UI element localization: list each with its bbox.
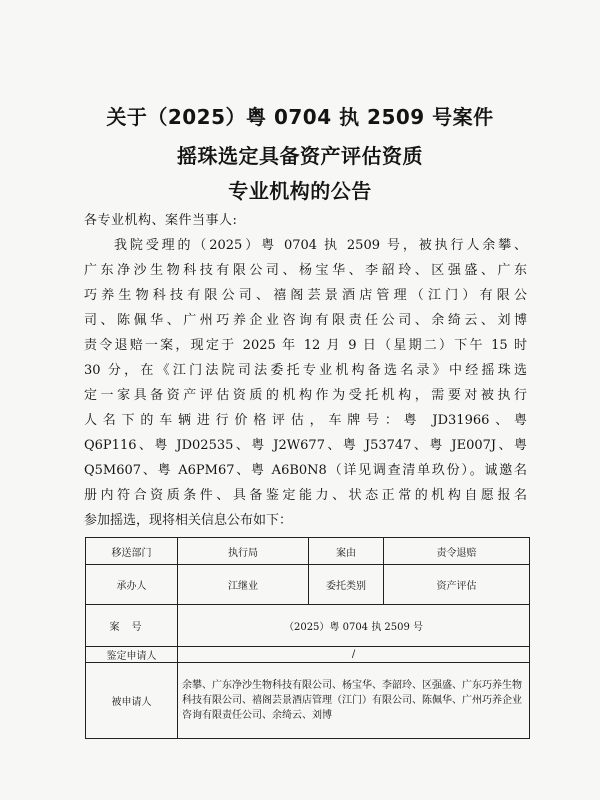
body-line: 司、陈佩华、广州巧养企业咨询有限责任公司、余绮云、刘博 [84,313,527,328]
applicant-label: 鉴定申请人 [86,647,178,663]
body-line: 30 分，在《江门法院司法委托专业机构备选名录》中经摇珠选 [84,363,527,378]
table-row [86,538,530,565]
body-line: Q6P116、粤 JD02535、粤 J2W677、粤 J53747、粤 JE007J、粤 [84,438,527,453]
body-line: 册内符合资质条件、具备鉴定能力、状态正常的机构自愿报名 [84,488,527,503]
respondent-label: 被申请人 [86,663,178,739]
notice-title-line-2: 摇珠选定具备资产评估资质 [177,144,423,168]
body-line: Q5M607、粤 A6PM67、粤 A6B0N8（详见调查清单玖份）。诚邀名 [84,463,527,478]
body-line: 我院受理的（2025）粤 0704 执 2509 号，被执行人余攀、 [114,238,527,253]
case-info-table [85,537,530,739]
body-line: 巧养生物科技有限公司、禧阁芸景酒店管理（江门）有限公 [84,288,527,303]
handler-value: 江继业 [178,565,309,605]
table-row [86,565,530,605]
table-row [86,663,530,739]
body-line: 广东净沙生物科技有限公司、杨宝华、李韶玲、区强盛、广东 [84,263,527,278]
salutation: 各专业机构、案件当事人: [84,213,238,228]
entrust-type-label: 委托类别 [309,565,384,605]
body-line: 定一家具备资产评估资质的机构作为受托机构，需要对被执行 [84,388,527,403]
case-cause-label: 案由 [309,538,384,565]
notice-title-line-1: 关于（2025）粤 0704 执 2509 号案件 [106,105,494,129]
handler-label: 承办人 [86,565,178,605]
entrust-type-value: 资产评估 [384,565,530,605]
body-line: 人名下的车辆进行价格评估，车牌号：粤 JD31966、粤 [84,413,527,428]
table-row [86,605,530,647]
case-no-value: （2025）粤 0704 执 2509 号 [178,605,530,647]
case-cause-value: 责令退赔 [384,538,530,565]
table-row [86,647,530,663]
transfer-dept-value: 执行局 [178,538,309,565]
body-line: 责令退赔一案，现定于 2025 年 12 月 9 日（星期二）下午 15 时 [84,338,527,353]
body-line: 参加摇选，现将相关信息公布如下： [84,513,293,528]
notice-title-line-3: 专业机构的公告 [228,179,372,203]
case-no-label: 案号 [86,605,178,647]
transfer-dept-label: 移送部门 [86,538,178,565]
respondent-value: 余攀、广东净沙生物科技有限公司、杨宝华、李韶玲、区强盛、广东巧养生物科技有限公司、禧阁芸景酒店管理（江门）有限公司、陈佩华、广州巧养企业咨询有限责任公司、余绮云、刘博 [178,663,530,739]
applicant-value: / [178,647,530,663]
